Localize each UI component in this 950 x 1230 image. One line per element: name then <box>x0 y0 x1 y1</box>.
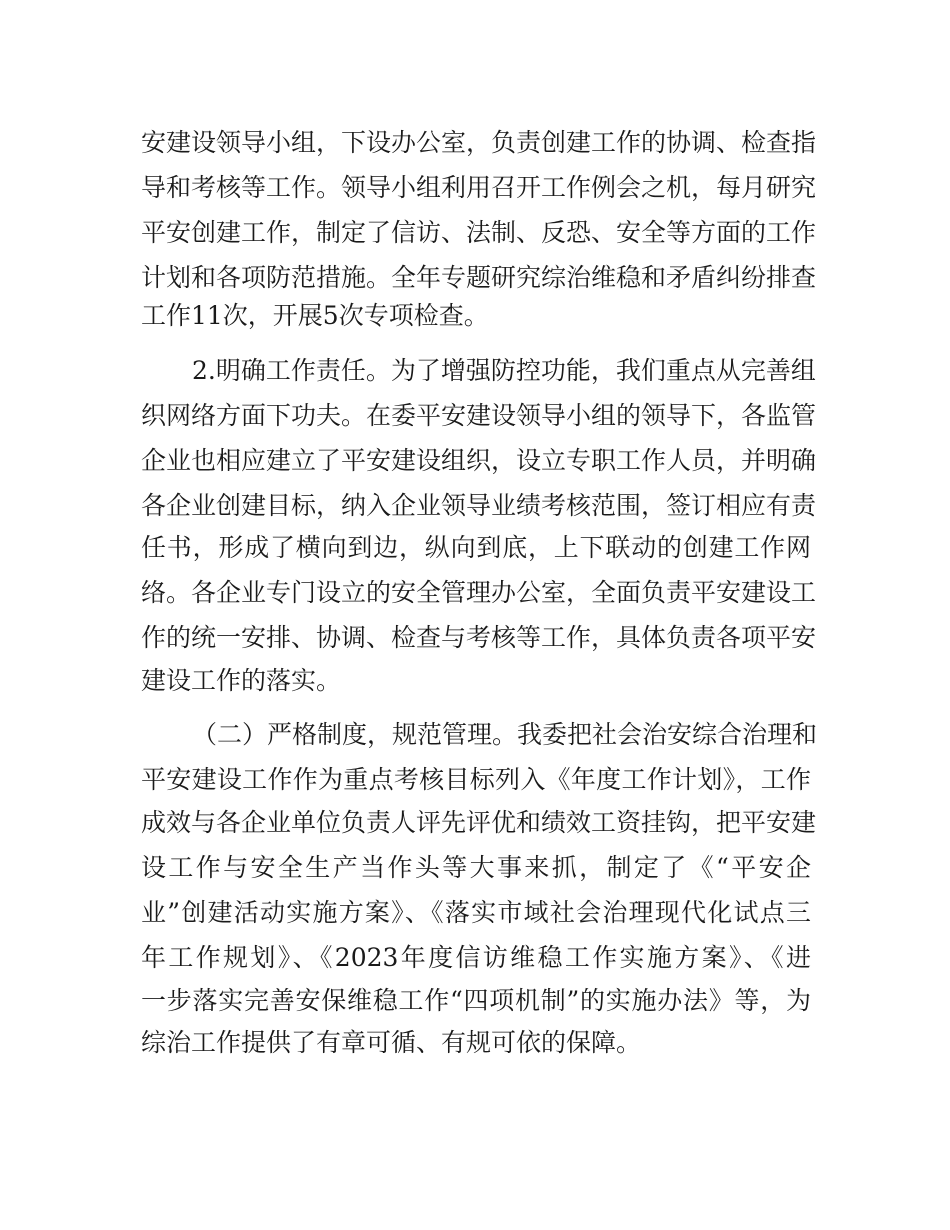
text-line: （二）严格制度，规范管理。我委把社会治安综合治理和 <box>192 720 818 749</box>
text-line: 平安建设工作作为重点考核目标列入《年度工作计划》，工作 <box>141 765 811 794</box>
text-line: 平安创建工作，制定了信访、法制、反恐、安全等方面的工作 <box>141 218 817 247</box>
text-line: 设工作与安全生产当作头等大事来抓，制定了《“平安企 <box>141 853 811 882</box>
text-line: 建设工作的落实。 <box>141 666 342 695</box>
text-line: 络。各企业专门设立的安全管理办公室，全面负责平安建设工 <box>141 578 817 607</box>
text-line: 年工作规划》、《2023年度信访维稳工作实施方案》、《进 <box>141 943 811 972</box>
text-line: 计划和各项防范措施。全年专题研究综治维稳和矛盾纠纷排查 <box>141 263 817 292</box>
text-line: 任书，形成了横向到边，纵向到底，上下联动的创建工作网 <box>141 533 811 562</box>
text-line: 各企业创建目标，纳入企业领导业绩考核范围，签订相应有责 <box>141 491 817 520</box>
text-line: 织网络方面下功夫。在委平安建设领导小组的领导下，各监管 <box>141 401 817 430</box>
text-line: 成效与各企业单位负责人评先评优和绩效工资挂钩，把平安建 <box>141 808 817 837</box>
text-line: 工作11次，开展5次专项检查。 <box>141 301 489 330</box>
text-line: 业”创建活动实施方案》、《落实市域社会治理现代化试点三 <box>141 898 811 927</box>
text-line: 作的统一安排、协调、检查与考核等工作，具体负责各项平安 <box>141 623 817 652</box>
text-line: 导和考核等工作。领导小组利用召开工作例会之机，每月研究 <box>141 173 817 202</box>
text-line: 一步落实完善安保维稳工作“四项机制”的实施办法》等，为 <box>141 986 811 1015</box>
text-line: 企业也相应建立了平安建设组织，设立专职工作人员，并明确 <box>141 446 817 475</box>
text-line: 2.明确工作责任。为了增强防控功能，我们重点从完善组 <box>192 356 816 385</box>
text-line: 安建设领导小组，下设办公室，负责创建工作的协调、检查指 <box>141 128 817 157</box>
text-line: 综治工作提供了有章可循、有规可依的保障。 <box>141 1028 642 1057</box>
